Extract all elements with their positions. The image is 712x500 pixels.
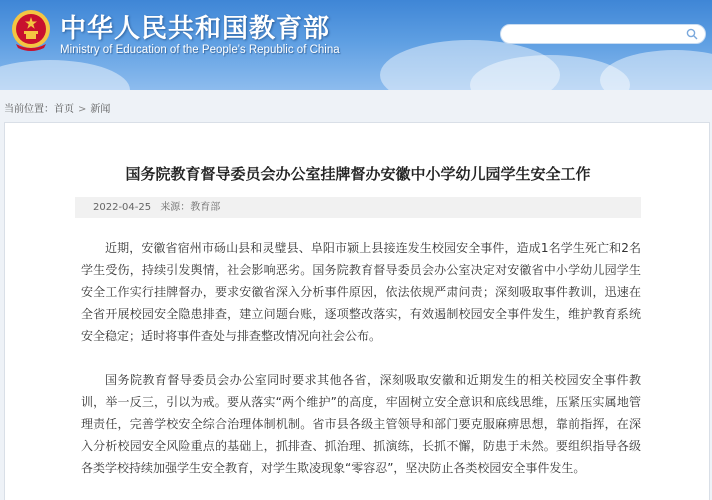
search-input[interactable]	[500, 24, 706, 44]
breadcrumb	[4, 100, 110, 115]
article-container	[4, 122, 710, 500]
article-source: 来源：教育部	[160, 202, 221, 213]
article-title: 国务院教育督导委员会办公室挂牌督办安徽中小学幼儿园学生安全工作	[125, 165, 591, 183]
article-meta	[75, 197, 641, 218]
article-paragraph: 国务院教育督导委员会办公室同时要求其他各省，深刻吸取安徽和近期发生的相关校园安全事件教训，举一反三，引以为戒。要从落实“两个维护”的高度，牢固树立安全意识和底线思维，压紧压实属地管理责任，完善学校安全综合治理体制机制。省市县各级主管领导和部门要克服麻痹思想，靠前指挥，在深入分析校园安全风险重点的基础上，抓排查、抓治理、抓演练，长抓不懈，防患于未然。要组织指导各级各类学校持续加强学生安全教育，对学生欺凌现象“零容忍”，坚决防止各类校园安全事件发生。	[81, 373, 641, 475]
article-date: 2022-04-25	[93, 202, 152, 213]
breadcrumb-prefix: 当前位置：	[4, 104, 54, 115]
cloud-decoration	[0, 60, 130, 90]
article-body	[81, 237, 641, 500]
site-header	[0, 0, 712, 90]
cloud-decoration	[600, 50, 712, 90]
article-paragraph: 近期，安徽省宿州市砀山县和灵璧县、阜阳市颍上县接连发生校园安全事件，造成1名学生死亡和2名学生受伤，持续引发舆情，社会影响恶劣。国务院教育督导委员会办公室决定对安徽省中小学幼儿园学生安全工作实行挂牌督办，要求安徽省深入分析事件原因，依法依规严肃问责；深刻吸取事件教训，迅速在全省开展校园安全隐患排查，建立问题台账，逐项整改落实，有效遏制校园安全事件发生，维护教育系统安全稳定；适时将事件查处与排查整改情况向社会公布。	[81, 241, 641, 343]
breadcrumb-home-link[interactable]: 首页	[54, 104, 74, 115]
breadcrumb-separator: >	[78, 104, 87, 115]
breadcrumb-news-link[interactable]: 新闻	[90, 104, 111, 115]
search-icon[interactable]	[686, 28, 698, 40]
site-title[interactable]: 中华人民共和国教育部	[60, 14, 331, 44]
national-emblem-icon[interactable]	[10, 8, 52, 52]
site-subtitle: Ministry of Education of the People's Republic of China	[60, 44, 340, 56]
